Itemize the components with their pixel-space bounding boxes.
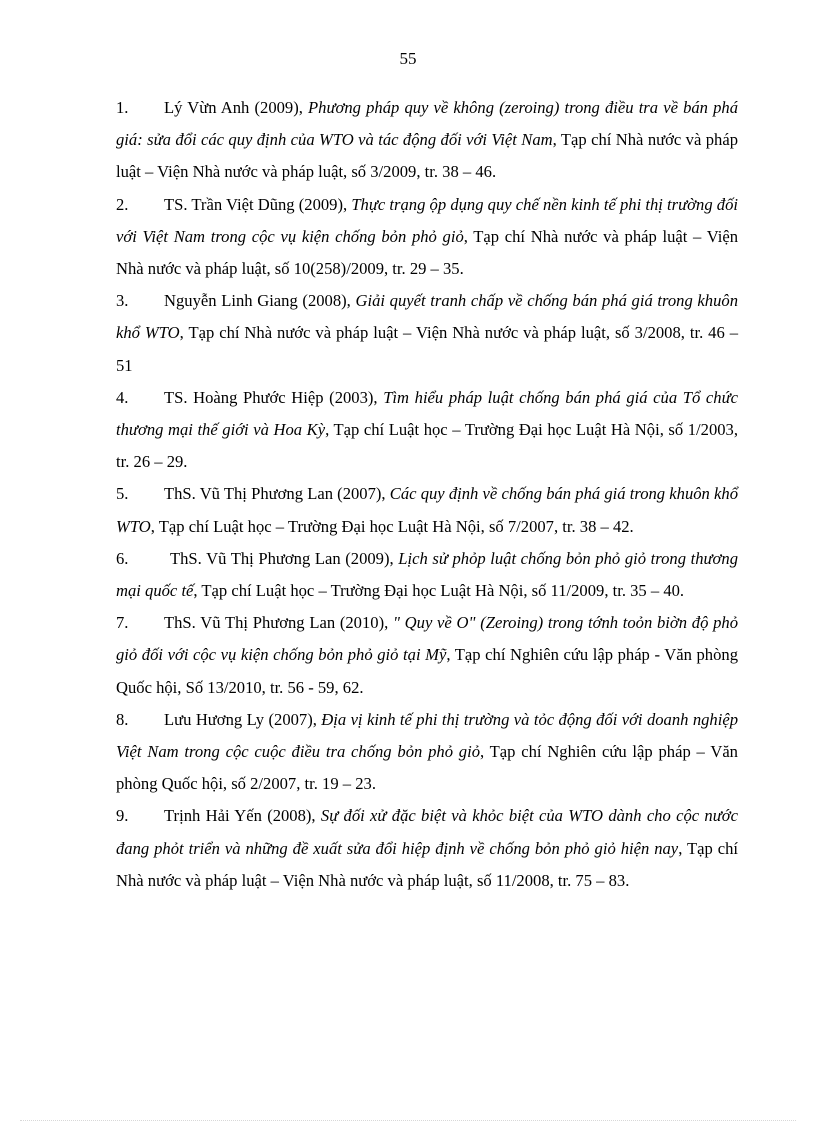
reference-item-9 xyxy=(116,800,738,897)
reference-title: Sự đối xử đặc biệt và khỏc biệt của WTO dành cho cộc nước đang phỏt triển và những đề xuất sửa đổi hiệp định về chống bỏn phỏ giỏ hiện nay xyxy=(116,806,738,858)
reference-title: Các quy định về chống bán phá giá trong khuôn khổ WTO xyxy=(116,484,739,536)
reference-title: Thực trạng ộp dụng quy chế nền kinh tế phi thị trường đối với Việt Nam trong cộc vụ kiện chống bỏn phỏ giỏ xyxy=(116,194,738,246)
reference-number: 8. xyxy=(116,709,129,729)
reference-source: , Tạp chí Nhà nước và pháp luật – Viện Nhà nước và pháp luật, số 3/2009, tr. 38 – 46. xyxy=(116,130,738,182)
reference-source: , Tạp chí Nghiên cứu lập pháp - Văn phòng Quốc hội, Số 13/2010, tr. 56 - 59, 62. xyxy=(116,645,738,697)
reference-number: 2. xyxy=(116,194,129,214)
reference-author: Trịnh Hải Yến (2008), xyxy=(164,806,321,826)
reference-title: Lịch sử phỏp luật chống bỏn phỏ giỏ trong thương mại quốc tế xyxy=(116,548,738,601)
reference-item-2 xyxy=(116,189,738,286)
reference-list xyxy=(116,92,738,897)
reference-author: Lưu Hương Ly (2007), xyxy=(164,709,322,729)
reference-item-1 xyxy=(116,92,738,189)
reference-number: 7. xyxy=(116,613,129,633)
reference-item-5 xyxy=(116,478,738,542)
reference-title: Tìm hiểu pháp luật chống bán phá giá của Tổ chức thương mại thế giới và Hoa Kỳ xyxy=(116,387,738,440)
reference-title: " Quy về O" (Zeroing) trong tớnh toỏn biờn độ phỏ giỏ đối với cộc vụ kiện chống bỏn phỏ giỏ tại Mỹ xyxy=(116,613,739,665)
reference-item-6 xyxy=(116,543,738,607)
reference-author: ThS. Vũ Thị Phương Lan (2007), xyxy=(164,484,390,504)
reference-source: , Tạp chí Luật học – Trường Đại học Luật Hà Nội, số 7/2007, tr. 38 – 42. xyxy=(150,516,634,536)
reference-source: , Tạp chí Nhà nước và pháp luật – Viện Nhà nước và pháp luật, số 3/2008, tr. 46 – 51 xyxy=(116,323,739,375)
reference-item-7 xyxy=(116,607,738,704)
reference-title: Địa vị kinh tế phi thị trường và tỏc động đối với doanh nghiệp Việt Nam trong cộc cuộc điều tra chống bỏn phỏ giỏ xyxy=(116,709,738,762)
reference-title: Phương pháp quy về không (zeroing) trong điều tra về bán phá giá: sửa đổi các quy định của WTO và tác động đối với Việt Nam xyxy=(116,98,739,150)
reference-item-8 xyxy=(116,704,738,801)
reference-source: , Tạp chí Luật học – Trường Đại học Luật Hà Nội, số 1/2003, tr. 26 – 29. xyxy=(116,420,738,472)
reference-author: TS. Hoàng Phước Hiệp (2003), xyxy=(164,387,384,407)
reference-source: , Tạp chí Nghiên cứu lập pháp – Văn phòng Quốc hội, số 2/2007, tr. 19 – 23. xyxy=(116,742,738,794)
page-number: 55 xyxy=(399,49,417,68)
reference-author: Nguyễn Linh Giang (2008), xyxy=(164,291,356,311)
reference-item-4 xyxy=(116,382,738,479)
reference-number: 4. xyxy=(116,387,129,407)
reference-author: TS. Trần Việt Dũng (2009), xyxy=(164,194,352,214)
reference-number: 9. xyxy=(116,806,129,826)
page-bottom-divider xyxy=(20,1120,796,1121)
reference-title: Giải quyết tranh chấp về chống bán phá giá trong khuôn khổ WTO xyxy=(116,291,738,343)
reference-author: ThS. Vũ Thị Phương Lan (2010), xyxy=(164,613,393,633)
reference-number: 6. xyxy=(116,548,129,568)
reference-number: 3. xyxy=(116,291,129,311)
reference-source: , Tạp chí Nhà nước và pháp luật – Viện Nhà nước và pháp luật, số 10(258)/2009, tr. 29 – 35. xyxy=(116,226,738,279)
reference-author: ThS. Vũ Thị Phương Lan (2009), xyxy=(170,548,399,568)
reference-source: , Tạp chí Luật học – Trường Đại học Luật Hà Nội, số 11/2009, tr. 35 – 40. xyxy=(193,581,685,601)
reference-number: 1. xyxy=(116,98,129,117)
reference-item-3 xyxy=(116,285,738,382)
reference-source: , Tạp chí Nhà nước và pháp luật – Viện Nhà nước và pháp luật, số 11/2008, tr. 75 – 83. xyxy=(116,838,739,890)
reference-number: 5. xyxy=(116,484,129,504)
reference-author: Lý Vừn Anh (2009), xyxy=(164,98,309,117)
